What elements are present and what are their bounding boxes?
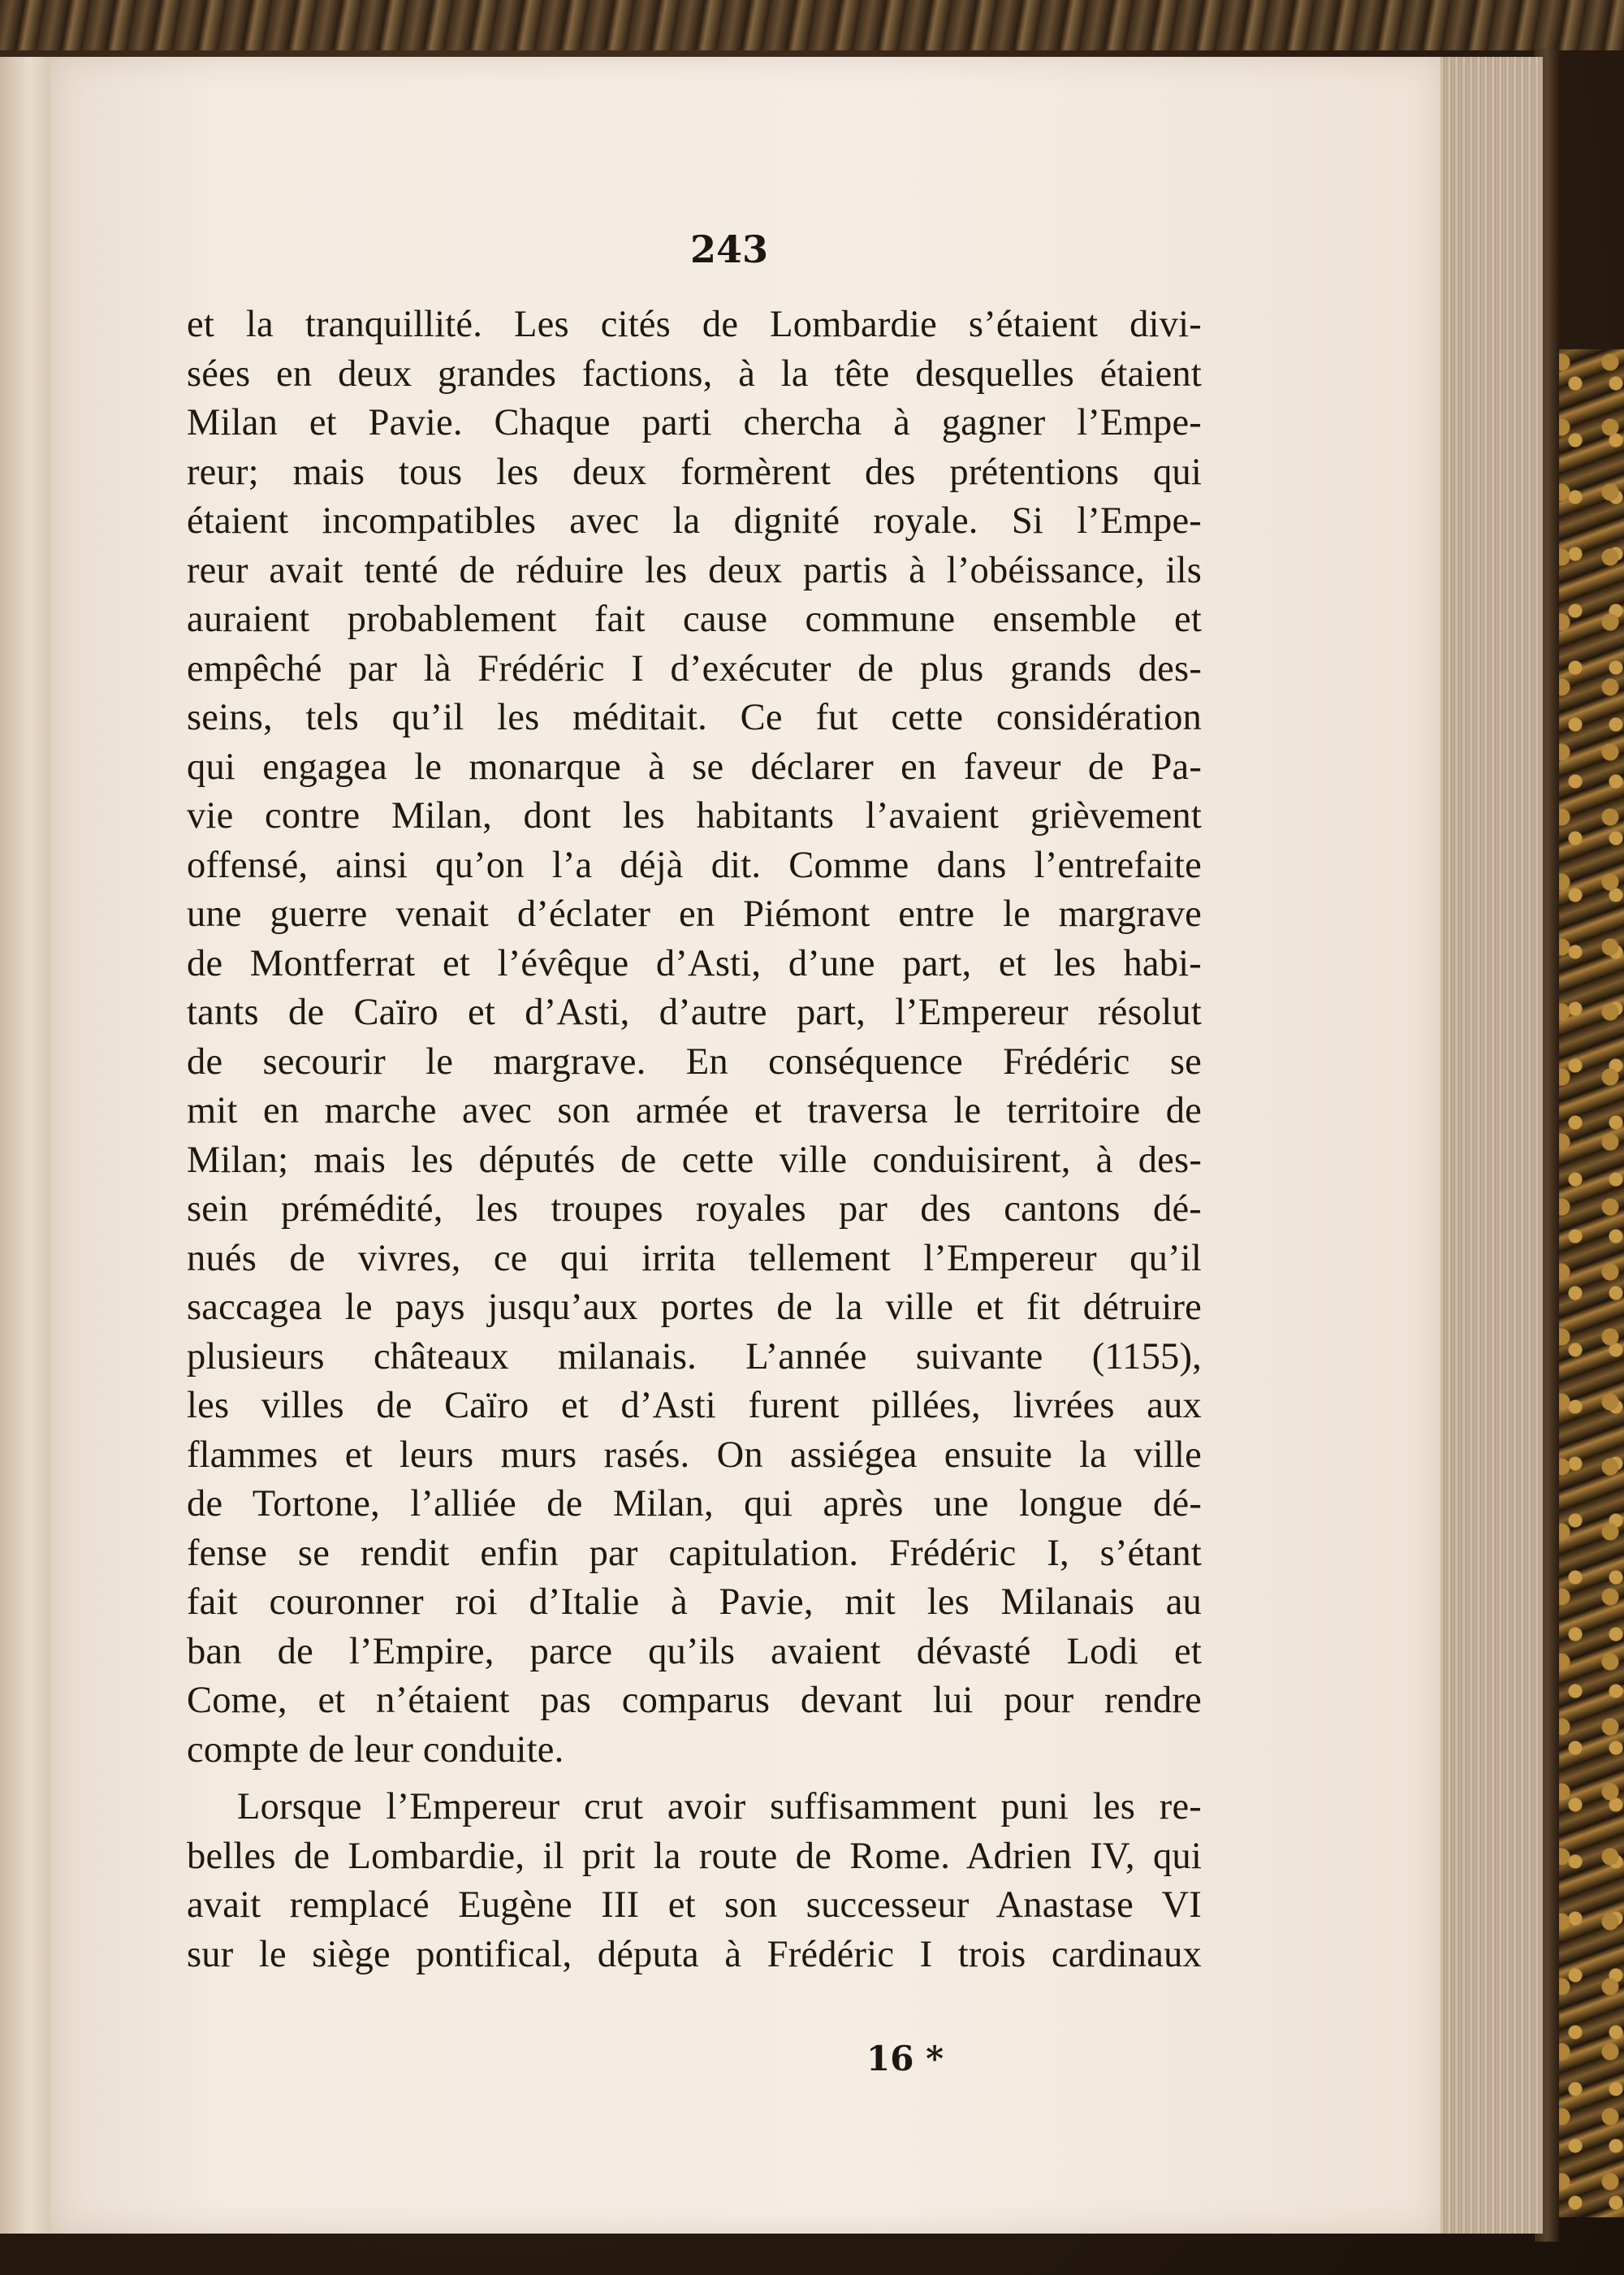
page-stack-edges (1437, 57, 1543, 2234)
page-number: 243 (689, 227, 769, 271)
text-line: compte de leur conduite. (187, 1728, 564, 1771)
text-line: de Tortone, l’alliée de Milan, qui après une longue dé- (187, 1483, 1202, 1525)
left-page-edge (0, 57, 50, 2234)
text-line: Milan; mais les députés de cette ville conduisirent, à des- (187, 1139, 1202, 1181)
text-line: fense se rendit enfin par capitulation. Frédéric I, s’étant (187, 1532, 1202, 1574)
text-line: Milan et Pavie. Chaque parti chercha à gagner l’Empe- (187, 402, 1202, 443)
text-line: sur le siège pontifical, députa à Frédéric I trois cardinaux (187, 1933, 1202, 1975)
text-line: Lorsque l’Empereur crut avoir suffisamment puni les re- (237, 1786, 1202, 1827)
text-line: vie contre Milan, dont les habitants l’avaient grièvement (187, 795, 1202, 837)
text-line: seins, tels qu’il les méditait. Ce fut cette considération (187, 697, 1202, 738)
text-line: sées en deux grandes factions, à la tête desquelles étaient (187, 352, 1202, 395)
text-line: étaient incompatibles avec la dignité royale. Si l’Empe- (187, 500, 1202, 542)
text-line: reur avait tenté de réduire les deux partis à l’obéissance, ils (187, 549, 1202, 591)
text-line: plusieurs châteaux milanais. L’année suivante (1155), (187, 1335, 1202, 1378)
book-page (50, 57, 1440, 2234)
paragraph-gap (187, 1775, 1202, 1783)
text-line: sein prémédité, les troupes royales par des cantons dé- (187, 1188, 1202, 1230)
signature-mark: 16 * (866, 2039, 944, 2078)
marbled-board-top (0, 0, 1624, 50)
text-line: mit en marche avec son armée et traversa le territoire de (187, 1090, 1202, 1131)
text-line: reur; mais tous les deux formèrent des prétentions qui (187, 451, 1202, 493)
text-line: fait couronner roi d’Italie à Pavie, mit les Milanais au (187, 1581, 1202, 1623)
text-line: avait remplacé Eugène III et son successeur Anastase VI (187, 1884, 1202, 1926)
text-line: les villes de Caïro et d’Asti furent pillées, livrées aux (187, 1385, 1202, 1426)
text-line: Come, et n’étaient pas comparus devant lui pour rendre (187, 1680, 1202, 1721)
text-line: une guerre venait d’éclater en Piémont entre le margrave (187, 893, 1202, 935)
text-line: tants de Caïro et d’Asti, d’autre part, l’Empereur résolut (187, 992, 1202, 1033)
text-line: de Montferrat et l’évêque d’Asti, d’une part, et les habi- (187, 942, 1202, 984)
text-line: et la tranquillité. Les cités de Lombardie s’étaient divi- (187, 304, 1202, 345)
text-line: belles de Lombardie, il prit la route de Rome. Adrien IV, qui (187, 1835, 1202, 1877)
text-line: flammes et leurs murs rasés. On assiégea ensuite la ville (187, 1434, 1202, 1476)
body-text (187, 301, 1202, 1979)
text-line: saccagea le pays jusqu’aux portes de la ville et fit détruire (187, 1287, 1202, 1328)
text-line: offensé, ainsi qu’on l’a déjà dit. Comme dans l’entrefaite (187, 844, 1202, 886)
text-line: nués de vivres, ce qui irrita tellement l’Empereur qu’il (187, 1237, 1202, 1279)
text-line: auraient probablement fait cause commune ensemble et (187, 599, 1202, 640)
text-line: ban de l’Empire, parce qu’ils avaient dévasté Lodi et (187, 1630, 1202, 1672)
text-line: qui engagea le monarque à se déclarer en faveur de Pa- (187, 746, 1202, 788)
text-line: empêché par là Frédéric I d’exécuter de plus grands des- (187, 647, 1202, 690)
text-line: de secourir le margrave. En conséquence Frédéric se (187, 1040, 1202, 1083)
